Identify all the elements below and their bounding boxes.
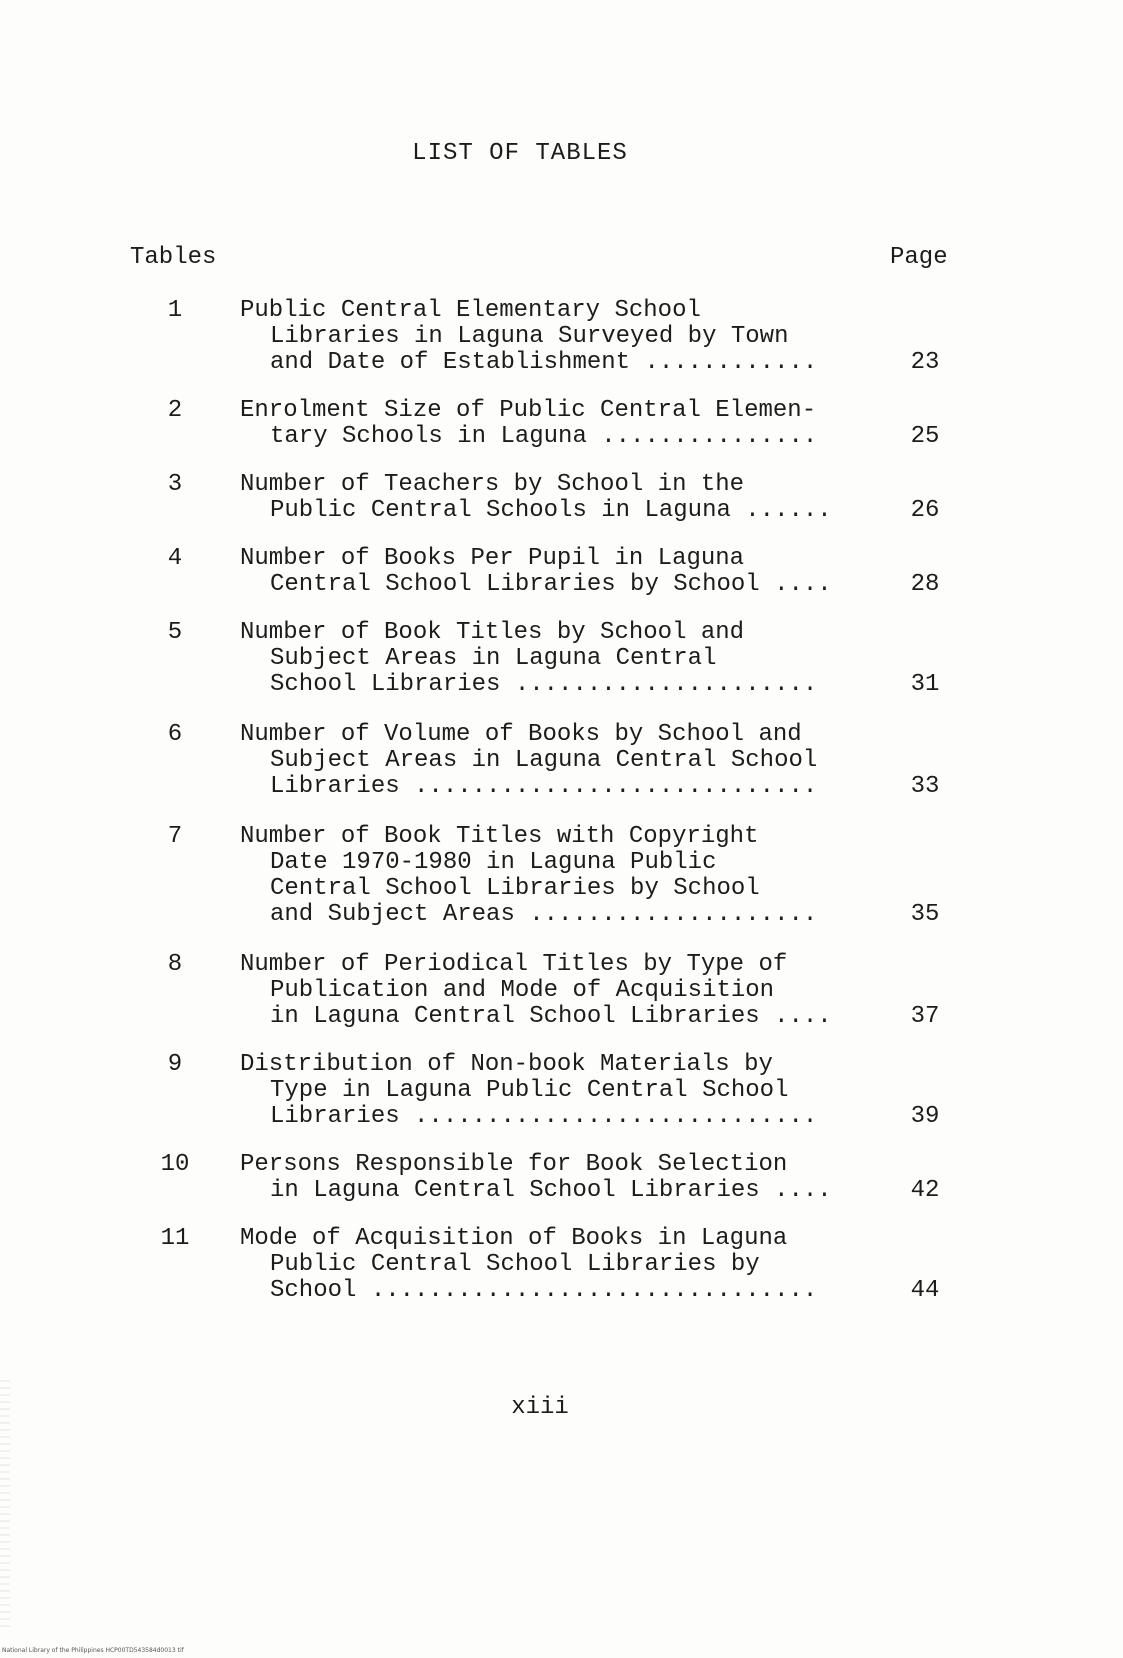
table-title: [240, 546, 880, 598]
table-number: 6: [167, 721, 183, 748]
table-page-number: 23: [910, 349, 940, 376]
table-title-line: Number of Book Titles by School and: [240, 619, 745, 646]
table-title-line: in Laguna Central School Libraries ....: [270, 1177, 832, 1204]
table-list-item: [0, 620, 1123, 698]
table-list-item: [0, 472, 1123, 524]
table-page-number: 39: [910, 1103, 940, 1130]
table-title-line: Publication and Mode of Acquisition: [270, 977, 775, 1004]
table-list-item: [0, 546, 1123, 598]
table-list-item: [0, 298, 1123, 376]
table-title-line: School ...............................: [270, 1277, 818, 1304]
table-number: 4: [167, 545, 183, 572]
column-header-tables: Tables: [130, 244, 217, 271]
table-title-line: Public Central Elementary School: [240, 297, 701, 324]
table-number: 3: [167, 471, 183, 498]
table-title-line: Libraries in Laguna Surveyed by Town: [270, 323, 789, 350]
table-title: [240, 472, 880, 524]
table-page-number: 42: [910, 1177, 940, 1204]
table-number: 8: [167, 951, 183, 978]
table-page-number: 37: [910, 1003, 940, 1030]
scan-credit: National Library of the Philippines HCP00TD543584d0013 tif: [2, 1647, 184, 1654]
table-title: [240, 1052, 880, 1130]
table-title: [240, 1226, 880, 1304]
table-title-line: Number of Books Per Pupil in Laguna: [240, 545, 745, 572]
table-number: 1: [167, 297, 183, 324]
table-title-line: Number of Book Titles with Copyright: [240, 823, 759, 850]
table-title-line: School Libraries .....................: [270, 671, 818, 698]
table-number: 7: [167, 823, 183, 850]
table-page-number: 25: [910, 423, 940, 450]
table-number: 2: [167, 397, 183, 424]
table-title: [240, 824, 880, 928]
table-title: [240, 722, 880, 800]
page-number: xiii: [511, 1394, 569, 1421]
table-title-line: Enrolment Size of Public Central Elemen-: [240, 397, 817, 424]
table-title-line: tary Schools in Laguna ...............: [270, 423, 818, 450]
table-title-line: Distribution of Non-book Materials by: [240, 1051, 773, 1078]
table-title-line: Public Central School Libraries by: [270, 1251, 760, 1278]
table-number: 10: [160, 1151, 190, 1178]
table-list-item: [0, 1152, 1123, 1204]
table-title-line: Central School Libraries by School ....: [270, 571, 832, 598]
table-list-item: [0, 722, 1123, 800]
table-list-item: [0, 1052, 1123, 1130]
table-title-line: Public Central Schools in Laguna ......: [270, 497, 832, 524]
table-page-number: 44: [910, 1277, 940, 1304]
table-page-number: 33: [910, 773, 940, 800]
table-list-item: [0, 952, 1123, 1030]
column-header-page: Page: [890, 244, 948, 271]
table-title-line: Number of Volume of Books by School and: [240, 721, 802, 748]
table-title-line: Type in Laguna Public Central School: [270, 1077, 789, 1104]
table-number: 5: [167, 619, 183, 646]
table-title: [240, 620, 880, 698]
table-number: 11: [160, 1225, 190, 1252]
table-list-item: [0, 1226, 1123, 1304]
table-title-line: and Date of Establishment ............: [270, 349, 818, 376]
table-title-line: Central School Libraries by School: [270, 875, 760, 902]
table-title-line: in Laguna Central School Libraries ....: [270, 1003, 832, 1030]
scan-edge-artifact: [0, 1380, 10, 1630]
table-title-line: Libraries ............................: [270, 1103, 818, 1130]
table-title-line: Persons Responsible for Book Selection: [240, 1151, 788, 1178]
table-title: [240, 952, 880, 1030]
table-title-line: Subject Areas in Laguna Central: [270, 645, 717, 672]
table-page-number: 35: [910, 901, 940, 928]
table-title-line: Date 1970-1980 in Laguna Public: [270, 849, 717, 876]
table-page-number: 28: [910, 571, 940, 598]
table-title-line: and Subject Areas ....................: [270, 901, 818, 928]
table-list-item: [0, 398, 1123, 450]
table-list-item: [0, 824, 1123, 928]
page-title: LIST OF TABLES: [412, 140, 628, 167]
table-title: [240, 398, 880, 450]
table-title: [240, 1152, 880, 1204]
table-page-number: 31: [910, 671, 940, 698]
table-page-number: 26: [910, 497, 940, 524]
table-title: [240, 298, 880, 376]
table-title-line: Mode of Acquisition of Books in Laguna: [240, 1225, 788, 1252]
table-title-line: Number of Teachers by School in the: [240, 471, 745, 498]
table-title-line: Libraries ............................: [270, 773, 818, 800]
table-number: 9: [167, 1051, 183, 1078]
table-title-line: Number of Periodical Titles by Type of: [240, 951, 788, 978]
table-title-line: Subject Areas in Laguna Central School: [270, 747, 818, 774]
